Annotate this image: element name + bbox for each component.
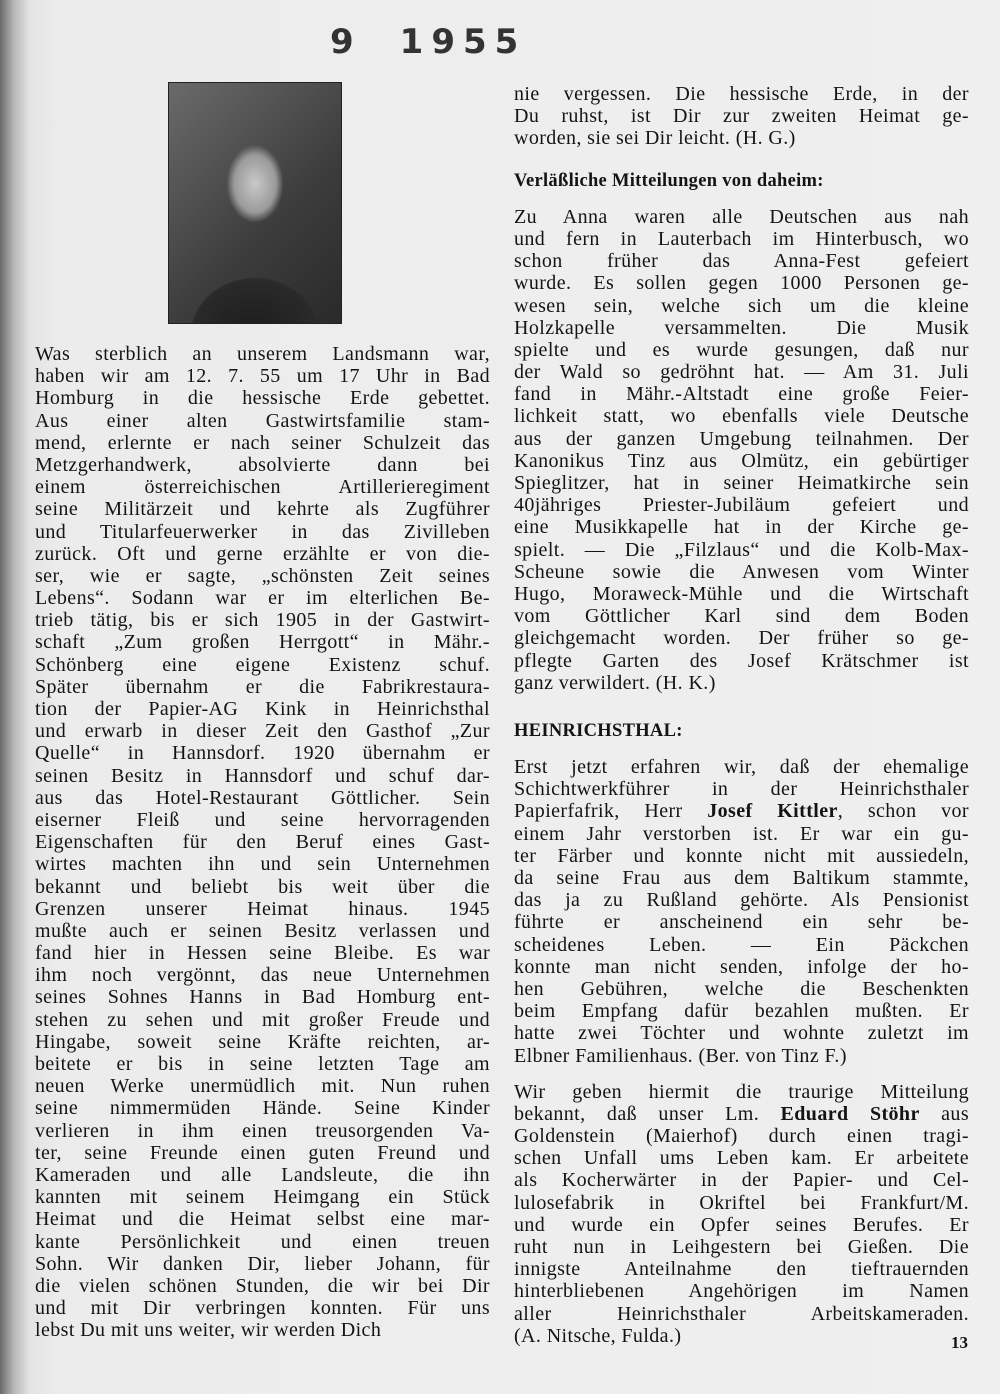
bold-name: Josef Kittler [707, 800, 838, 823]
text-line: innigste Anteilnahme den tieftrauernden [514, 1258, 969, 1281]
text-line: das ja zu Rußland gehörte. Als Pensionist [514, 889, 969, 912]
section-heading-mitteilungen: Verläßliche Mitteilungen von daheim: [514, 170, 824, 191]
text-line: mußte auch er seinen Besitz verlassen und [35, 919, 490, 942]
text-line: hinterbliebenen Angehörigen im Namen [514, 1280, 969, 1303]
text-line: pflegte Garten des Josef Krätschmer ist [514, 649, 969, 672]
text-line: stehen zu sehen und mit großer Freude und [35, 1008, 490, 1031]
text-line: haben wir am 12. 7. 55 um 17 Uhr in Bad [35, 365, 490, 388]
text-line: Metzgerhandwerk, absolvierte dann bei [35, 453, 490, 476]
text-line: einem österreichischen Artillerieregiment [35, 476, 490, 499]
portrait-photo [168, 82, 342, 324]
text-line: ter Färber und konnte nicht mit aussiedeln, [514, 844, 969, 867]
text-line: Kameraden und alle Landsleute, die ihn [35, 1163, 490, 1186]
text-line: hatte zwei Töchter und wohnte zuletzt im [514, 1022, 969, 1045]
text-line: Hingabe, soweit seine Kräfte reichten, ar- [35, 1030, 490, 1053]
text-line: Goldenstein (Maierhof) durch einen tragi- [514, 1125, 969, 1148]
text-line: Eigenschaften für den Beruf eines Gast- [35, 831, 490, 854]
text-line: ruht nun in Leihgestern bei Gießen. Die [514, 1236, 969, 1258]
text-line: ter, seine Freunde einen guten Freund und [35, 1141, 490, 1164]
text-line: wesen sein, welche sich um die kleine [514, 294, 969, 317]
text-line: lichkeit statt, wo ebenfalls viele Deutsche [514, 405, 969, 428]
text-line: Lebens“. Sodann war er im elterlichen Be- [35, 587, 490, 610]
text-line: schon früher das Anna-Fest gefeiert [514, 250, 969, 273]
text-line: seines Sohnes Hanns in Bad Homburg ent- [35, 986, 490, 1009]
text-line: ganz verwildert. (H. K.) [514, 671, 716, 694]
text-line: beim Empfang dafür bezahlen mußten. Er [514, 1000, 969, 1023]
text-line: Spieglitzer, hat in seiner Heimatkirche sein [514, 472, 969, 494]
text-line: Wir geben hiermit die traurige Mitteilung [514, 1080, 969, 1103]
text-line: neuen Werke unermüdlich mit. Nun ruhen [35, 1075, 490, 1098]
text-line: Sohn. Wir danken Dir, lieber Johann, für [35, 1252, 490, 1275]
text-line: verlieren in ihm einen treusorgenden Va- [35, 1119, 490, 1142]
text-line: wurde. Es sollen gegen 1000 Personen ge- [514, 272, 969, 295]
text-line: schen Unfall ums Leben kam. Er arbeitete [514, 1147, 969, 1170]
text-line: trieb tätig, bis er sich 1905 in der Gastwirt- [35, 609, 490, 632]
text-line: aus der ganzen Umgebung teilnahmen. Der [514, 427, 969, 450]
text-line: seine Militärzeit und kehrte als Zugführer [35, 498, 490, 521]
text-line: beitete er bis in seine letzten Tage am [35, 1053, 490, 1075]
text-line: bekannt, daß unser Lm. Eduard Stöhr aus [514, 1102, 969, 1125]
text-line: kannten mit seinem Heimgang ein Stück [35, 1186, 490, 1209]
year: 1955 [399, 22, 527, 62]
text-line: und mit Dir verbringen konnten. Für uns [35, 1297, 490, 1320]
text-line: eiserner Fleiß und seine hervorragenden [35, 808, 490, 831]
text-line: Du ruhst, ist Dir zur zweiten Heimat ge- [514, 105, 969, 128]
text-line: vom Göttlicher Karl sind dem Boden [514, 605, 969, 628]
text-line: Kanonikus Tinz aus Olmütz, ein gebürtiger [514, 449, 969, 472]
text-line: und fern in Lauterbach im Hinterbusch, wo [514, 227, 969, 250]
text-line: Grenzen unserer Heimat hinaus. 1945 [35, 897, 490, 920]
text-line: worden, sie sei Dir leicht. (H. G.) [514, 127, 796, 150]
text-line: Heimat und die Heimat selbst eine mar- [35, 1208, 490, 1231]
text-line: führte er anscheinend ein sehr be- [514, 911, 969, 934]
text-line: und Titularfeuerwerker in das Zivilleben [35, 520, 490, 543]
text-line: lulosefabrik in Okriftel bei Frankfurt/M. [514, 1191, 969, 1214]
text-line: nie vergessen. Die hessische Erde, in der [514, 83, 969, 105]
obituary-column [35, 343, 490, 1341]
text-line: da seine Frau aus dem Baltikum stammte, [514, 867, 969, 889]
text-line: und erwarb in dieser Zeit den Gasthof „Zur [35, 720, 490, 743]
text-line: (A. Nitsche, Fulda.) [514, 1324, 682, 1347]
text-line: ser, wie er sagte, „schönsten Zeit seines [35, 564, 490, 587]
text-line: Holzkapelle versammelten. Die Musik [514, 316, 969, 339]
text-line: Schichtwerkführer in der Heinrichsthaler [514, 778, 969, 801]
text-line: einem Jahr verstorben ist. Er war ein gu- [514, 822, 969, 845]
text-line: Scheune sowie die Anwesen vom Winter [514, 560, 969, 583]
text-line: aller Heinrichsthaler Arbeitskameraden. [514, 1302, 969, 1325]
text-line: als Kocherwärter in der Papier- und Cel- [514, 1169, 969, 1192]
text-line: Was sterblich an unserem Landsmann war, [35, 343, 490, 365]
text-line: der Wald so gedröhnt hat. — Am 31. Juli [514, 361, 969, 384]
text-line: lebst Du mit uns weiter, wir werden Dich [35, 1319, 382, 1342]
text-line: tion der Papier-AG Kink in Heinrichsthal [35, 698, 490, 720]
section-stoehr-body [514, 1081, 969, 1347]
text-line: fand in Mähr.-Altstadt eine große Feier- [514, 383, 969, 406]
bold-name: Eduard Stöhr [780, 1102, 920, 1125]
text-line: spielte und es wurde gesungen, daß nur [514, 338, 969, 361]
text-line: konnte man nicht senden, infolge der ho- [514, 955, 969, 978]
right-column [514, 83, 969, 1347]
text-line: wirtes machten ihn und sein Unternehmen [35, 853, 490, 876]
text-line: und wurde ein Opfer seines Berufes. Er [514, 1213, 969, 1236]
text-line: Quelle“ in Hannsdorf. 1920 übernahm er [35, 742, 490, 765]
text-line: aus das Hotel-Restaurant Göttlicher. Sein [35, 786, 490, 809]
page-number: 13 [951, 1333, 968, 1352]
text-line: gleichgemacht worden. Der früher so ge- [514, 627, 969, 650]
text-line: seinen Besitz in Hannsdorf und schuf dar- [35, 764, 490, 787]
text-line: mend, erlernte er nach seiner Schulzeit das [35, 431, 490, 454]
text-line: spielt. — Die „Filzlaus“ und die Kolb-Max- [514, 538, 969, 561]
section-mitteilungen-body [514, 206, 969, 694]
intro-text [514, 83, 969, 150]
page-header [330, 22, 526, 62]
text-line: Papierfafrik, Herr Josef Kittler, schon vor [514, 800, 969, 823]
text-line: kante Persönlichkeit und einen treuen [35, 1230, 490, 1253]
text-line: Homburg in die hessische Erde gebettet. [35, 387, 490, 410]
text-line: seine nimmermüden Hände. Seine Kinder [35, 1097, 490, 1120]
text-line: bekannt und beliebt bis weit über die [35, 875, 490, 898]
text-line: hen Gebühren, welche die Beschenkten [514, 977, 969, 1000]
text-line: ihm noch vergönnt, das neue Unternehmen [35, 964, 490, 987]
text-line: Zu Anna waren alle Deutschen aus nah [514, 205, 969, 228]
text-line: Elbner Familienhaus. (Ber. von Tinz F.) [514, 1044, 847, 1067]
text-line: scheidenes Leben. — Ein Päckchen [514, 933, 969, 956]
text-line: Später übernahm er die Fabrikrestaura- [35, 675, 490, 698]
issue-number: 9 [330, 22, 362, 62]
text-line: Aus einer alten Gastwirtsfamilie stam- [35, 409, 490, 432]
text-line: Hugo, Moraweck-Mühle und die Wirtschaft [514, 582, 969, 605]
text-line: fand hier in Hessen seine Bleibe. Es war [35, 942, 490, 965]
text-line: zurück. Oft und gerne erzählte er von die- [35, 542, 490, 565]
text-line: Erst jetzt erfahren wir, daß der ehemalige [514, 756, 969, 779]
text-line: die vielen schönen Stunden, die wir bei Dir [35, 1274, 490, 1297]
section-heinrichsthal-body [514, 756, 969, 1067]
text-line: eine Musikkapelle hat in der Kirche ge- [514, 516, 969, 539]
text-line: schaft „Zum großen Herrgott“ in Mähr.- [35, 631, 490, 654]
text-line: Schönberg eine eigene Existenz schuf. [35, 653, 490, 676]
section-heading-heinrichsthal: HEINRICHSTHAL: [514, 720, 683, 741]
text-line: 40jähriges Priester-Jubiläum gefeiert und [514, 494, 969, 517]
